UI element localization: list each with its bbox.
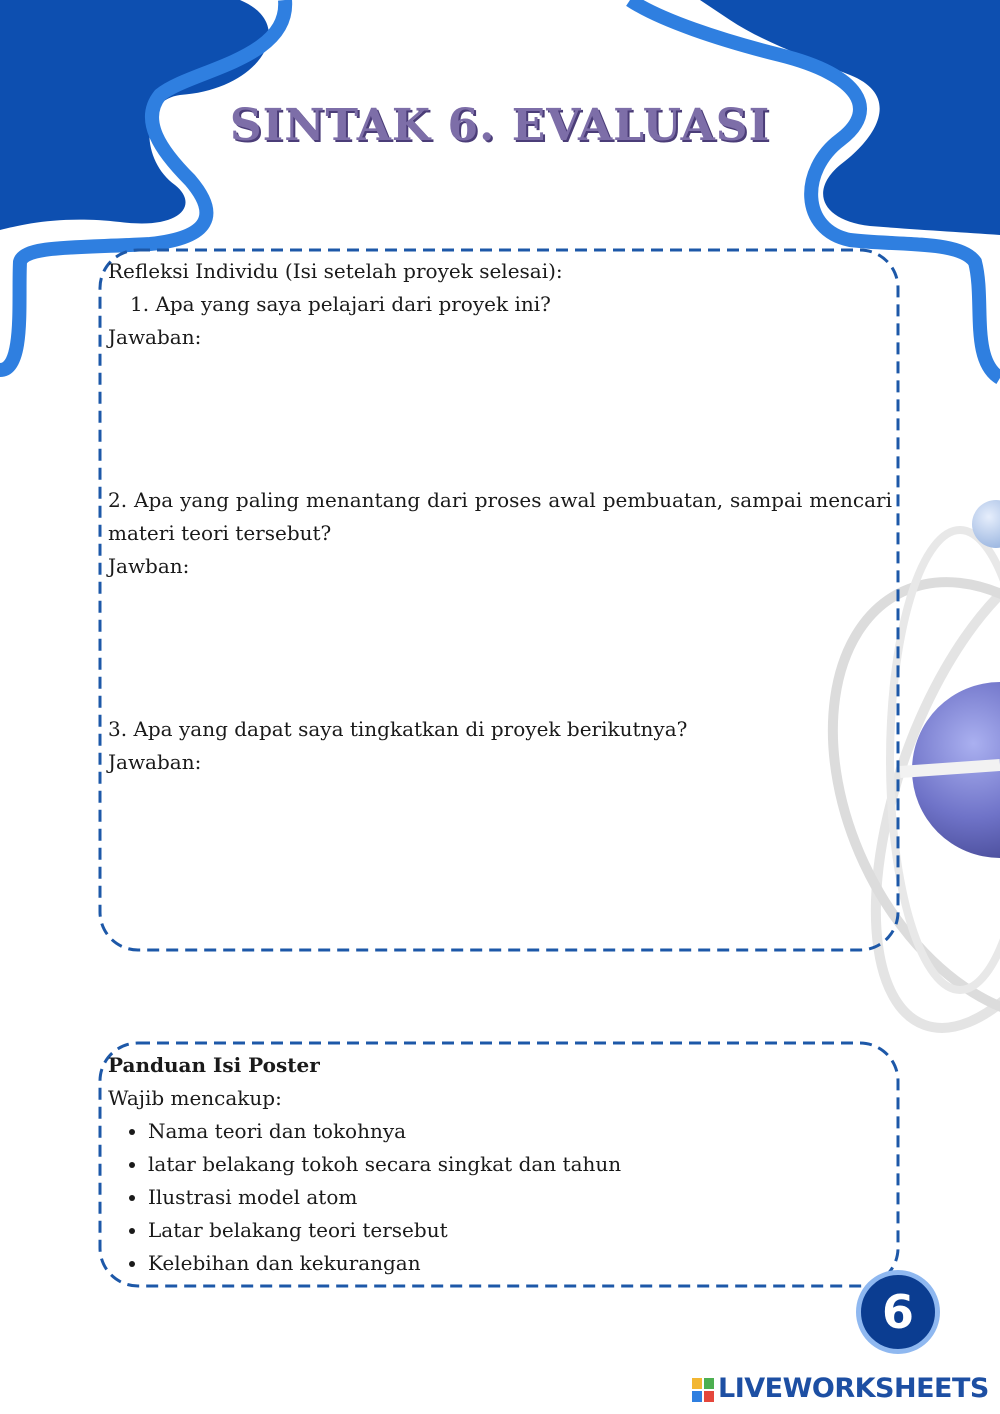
list-item: • latar belakang tokoh secara singkat dan tahun xyxy=(148,1148,621,1181)
answer-2-field[interactable] xyxy=(108,585,888,705)
answer-1-label: Jawaban: xyxy=(108,325,202,349)
answer-3-label: Jawaban: xyxy=(108,750,202,774)
answer-1-field[interactable] xyxy=(108,355,888,475)
guide-heading: Panduan Isi Poster xyxy=(108,1053,320,1077)
question-1: 1. Apa yang saya pelajari dari proyek ini? xyxy=(130,292,551,316)
liveworksheets-icon xyxy=(692,1378,714,1402)
list-item: • Ilustrasi model atom xyxy=(148,1181,621,1214)
guide-list xyxy=(108,1115,621,1280)
guide-subheading: Wajib mencakup: xyxy=(108,1086,282,1110)
question-2: 2. Apa yang paling menantang dari proses awal pembuatan, sampai mencari materi teori tersebut? xyxy=(108,488,892,545)
brand-logo[interactable] xyxy=(692,1372,992,1406)
list-item: • Latar belakang teori tersebut xyxy=(148,1214,621,1247)
list-item: • Nama teori dan tokohnya xyxy=(148,1115,621,1148)
page-number-badge: 6 xyxy=(856,1270,940,1354)
brand-name: LIVEWORKSHEETS xyxy=(718,1373,989,1404)
answer-3-field[interactable] xyxy=(108,782,888,932)
page-title: SINTAK 6. EVALUASI xyxy=(229,100,771,151)
top-right-wave xyxy=(630,0,1000,378)
answer-2-label: Jawban: xyxy=(108,554,190,578)
question-3: 3. Apa yang dapat saya tingkatkan di proyek berikutnya? xyxy=(108,717,688,741)
reflection-heading: Refleksi Individu (Isi setelah proyek selesai): xyxy=(108,259,563,283)
list-item: • Kelebihan dan kekurangan xyxy=(148,1247,621,1280)
